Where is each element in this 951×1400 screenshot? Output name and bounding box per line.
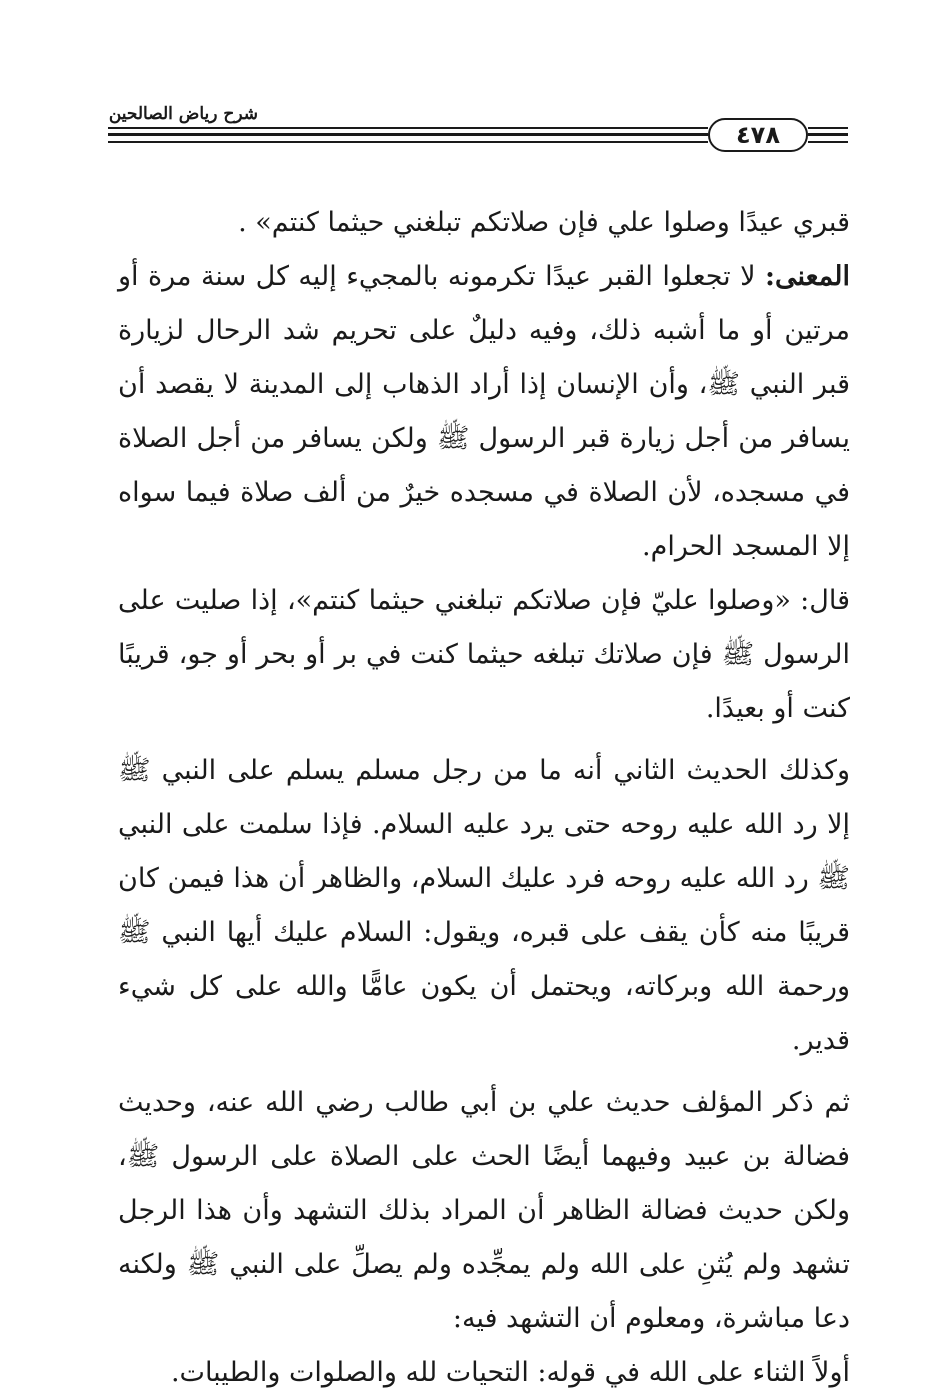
header-rule [808,127,848,129]
paragraph-lead: المعنى: [765,261,850,292]
paragraph-text: لا تجعلوا القبر عيدًا تكرمونه بالمجيء إليه كل سنة مرة أو مرتين أو ما أشبه ذلك، وفيه دليلٌ على تحريم شد الرحال لزيارة قبر النبي ﷺ، وأن الإنسان إذا أراد الذهاب إلى المدينة لا يقصد أن يسافر من أجل زيارة قبر الرسول ﷺ ولكن يسافر من أجل الصلاة في مسجده، لأن الصلاة في مسجده خيرٌ من ألف صلاة فيما سواه إلا المسجد الحرام. [118,261,850,562]
paragraph-text: قبري عيدًا وصلوا علي فإن صلاتكم تبلغني حيثما كنتم» . [238,207,850,238]
paragraph-text: قال: «وصلوا عليّ فإن صلاتكم تبلغني حيثما كنتم»، إذا صليت على الرسول ﷺ فإن صلاتك تبلغه حيثما كنت في بر أو بحر أو جو، قريبًا كنت أو بعيدًا. [118,585,850,724]
header-rule [108,127,708,129]
header-rule [808,133,848,136]
paragraph [118,196,850,250]
header-rule [108,141,708,143]
book-title: شرح رياض الصالحين [108,104,258,124]
paragraph [118,744,850,1068]
page-header [108,100,848,180]
paragraph [118,250,850,574]
header-rule [808,141,848,143]
paragraph-text: وكذلك الحديث الثاني أنه ما من رجل مسلم يسلم على النبي ﷺ إلا رد الله عليه روحه حتى يرد عليه السلام. فإذا سلمت على النبي ﷺ رد الله عليه روحه فرد عليك السلام، والظاهر أن هذا فيمن كان قريبًا منه كأن يقف على قبره، ويقول: السلام عليك أيها النبي ﷺ ورحمة الله وبركاته، ويحتمل أن يكون عامًّا والله على كل شيء قدير. [118,755,850,1056]
body-text [118,196,850,1400]
page-number: ٤٧٨ [708,118,808,152]
paragraph [118,1076,850,1346]
header-rule [108,133,708,136]
paragraph-text: أولاً الثناء على الله في قوله: التحيات لله والصلوات والطيبات. [170,1357,850,1388]
paragraph-text: ثم ذكر المؤلف حديث علي بن أبي طالب رضي الله عنه، وحديث فضالة بن عبيد وفيهما أيضًا الحث على الصلاة على الرسول ﷺ، ولكن حديث فضالة الظاهر أن المراد بذلك التشهد وأن هذا الرجل تشهد ولم يُثنِ على الله ولم يمجِّده ولم يصلِّ على النبي ﷺ ولكنه دعا مباشرة، ومعلوم أن التشهد فيه: [118,1087,850,1334]
paragraph [118,574,850,736]
